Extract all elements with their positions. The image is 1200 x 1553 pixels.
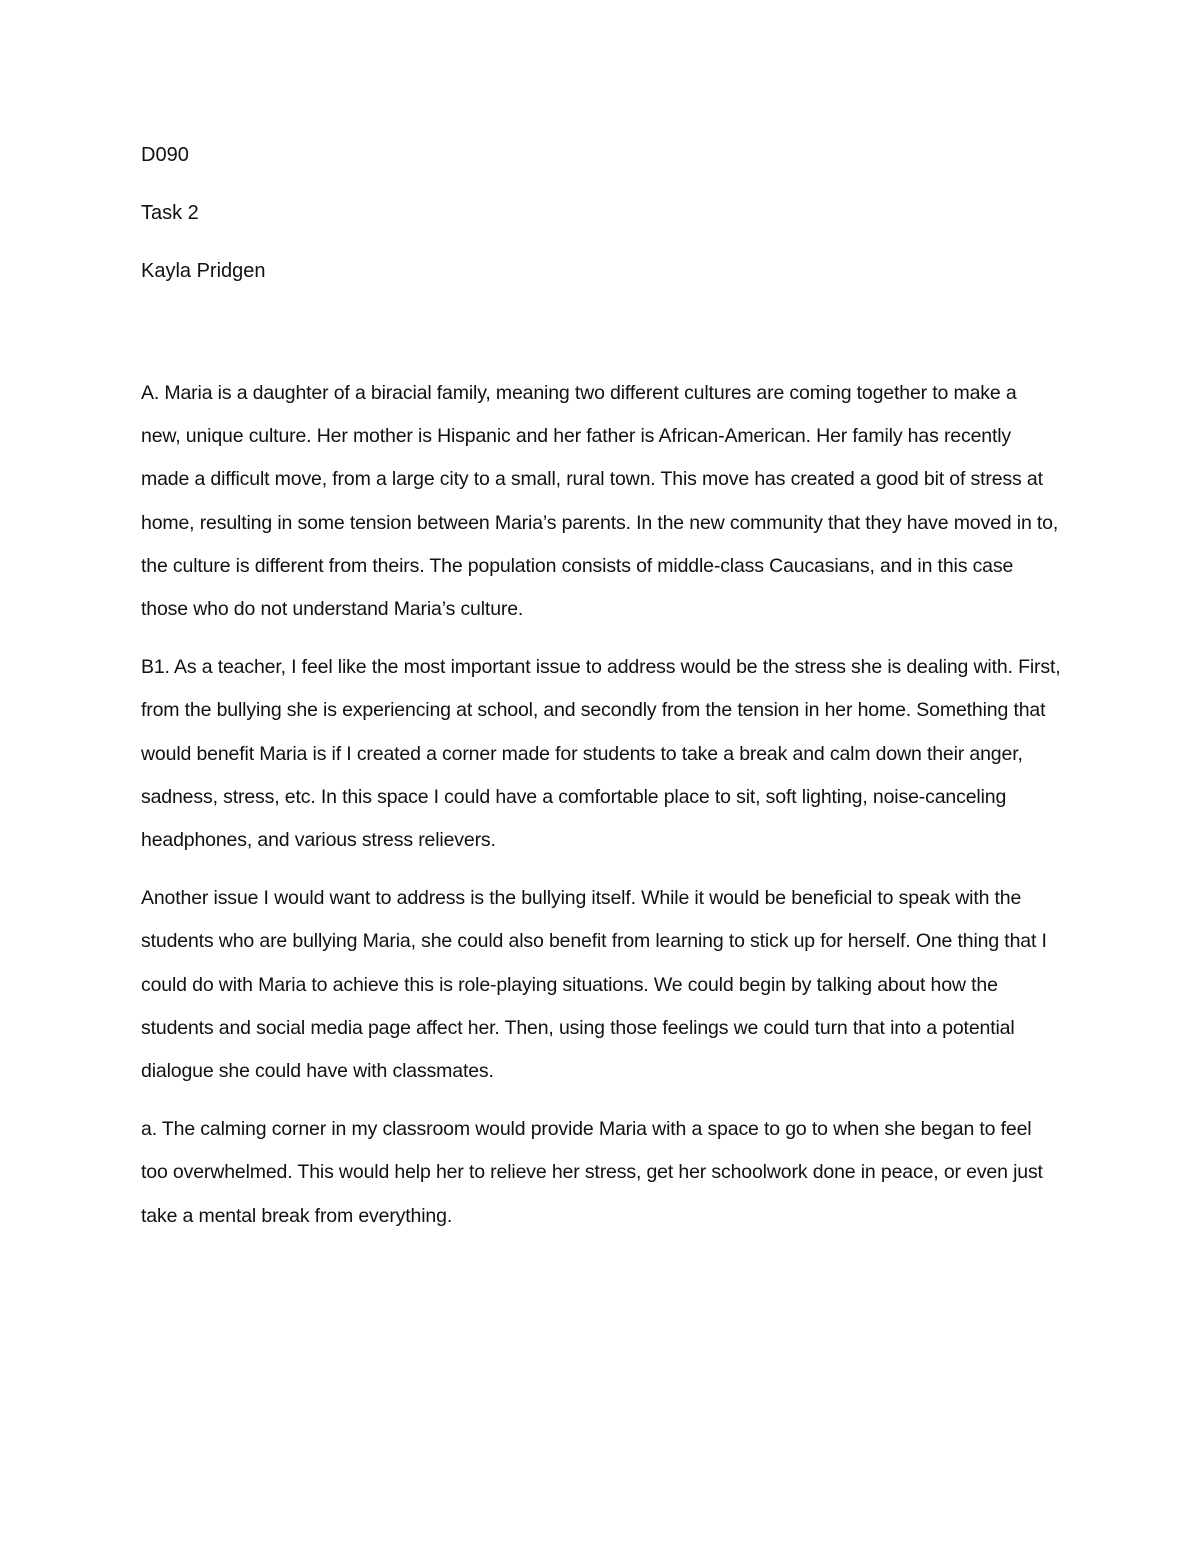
task-label: Task 2 xyxy=(141,202,199,224)
paragraph-b1: B1. As a teacher, I feel like the most important issue to address would be the stress she is dealing with. First, from the bullying she is experiencing at school, and secondly from the tension in her home. Something that would benefit Maria is if I created a corner made for students to take a break and calm down their anger, sadness, stress, etc. In this space I could have a comfortable place to sit, soft lighting, noise-canceling headphones, and various stress relievers. xyxy=(141,656,1061,852)
course-code: D090 xyxy=(141,144,189,166)
document-content xyxy=(141,140,1061,1253)
paragraph-bullying: Another issue I would want to address is the bullying itself. While it would be beneficial to speak with the students who are bullying Maria, she could also benefit from learning to stick up for herself. One thing that I could do with Maria to achieve this is role-playing situations. We could begin by talking about how the students and social media page affect her. Then, using those feelings we could turn that into a potential dialogue she could have with classmates. xyxy=(141,887,1047,1083)
spacer xyxy=(141,314,1061,372)
paragraph-calming-corner: a. The calming corner in my classroom would provide Maria with a space to go to when she began to feel too overwhelmed. This would help her to relieve her stress, get her schoolwork done in peace, or even just take a mental break from everything. xyxy=(141,1118,1043,1227)
paragraph-a: A. Maria is a daughter of a biracial family, meaning two different cultures are coming together to make a new, unique culture. Her mother is Hispanic and her father is African-American. Her family has recently made a difficult move, from a large city to a small, rural town. This move has created a good bit of stress at home, resulting in some tension between Maria’s parents. In the new community that they have moved in to, the culture is different from theirs. The population consists of middle-class Caucasians, and in this case those who do not understand Maria’s culture. xyxy=(141,382,1059,621)
author-name: Kayla Pridgen xyxy=(141,260,266,282)
